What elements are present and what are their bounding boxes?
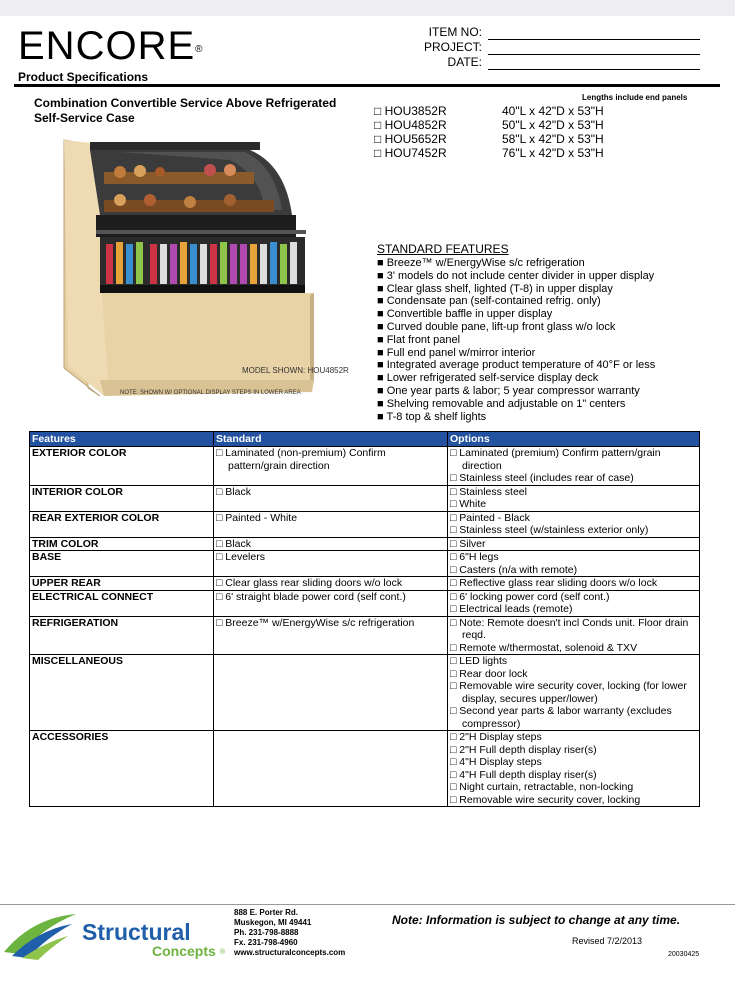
feature-name-cell: REFRIGERATION: [30, 616, 214, 655]
options-cell: [448, 616, 700, 655]
option-item[interactable]: □ Stainless steel: [450, 485, 527, 498]
standard-features-title: STANDARD FEATURES: [377, 242, 509, 256]
product-specifications-label: Product Specifications: [18, 70, 149, 84]
standard-cell: [214, 551, 448, 577]
options-cell: [448, 511, 700, 537]
feature-item: ■ T-8 top & shelf lights: [377, 410, 487, 423]
options-cell: [448, 537, 700, 551]
option-item[interactable]: □ Laminated (premium) Confirm pattern/grain direction: [450, 447, 661, 472]
feature-name-cell: INTERIOR COLOR: [30, 485, 214, 511]
feature-item: ■ Full end panel w/mirror interior: [377, 346, 536, 359]
logo-word-structural: Structural: [82, 919, 191, 945]
feature-name-cell: BASE: [30, 551, 214, 577]
date-field[interactable]: [488, 68, 700, 70]
standard-cell: [214, 731, 448, 807]
option-item[interactable]: □ Stainless steel (includes rear of case): [450, 472, 634, 484]
project-label: PROJECT:: [423, 40, 482, 54]
option-item[interactable]: □ Removable wire security cover, locking (for lower display, secures upper/lower): [450, 680, 687, 705]
feature-item: ■ Condensate pan (self-contained refrig. only): [377, 295, 601, 308]
feature-item: ■ Breeze™ w/EnergyWise s/c refrigeration: [377, 257, 585, 269]
option-item[interactable]: □ Casters (n/a with remote): [450, 563, 578, 576]
standard-item[interactable]: □ Black: [216, 485, 251, 498]
feature-item: ■ Flat front panel: [377, 333, 461, 346]
feature-item: ■ Clear glass shelf, lighted (T-8) in upper display: [377, 282, 613, 295]
option-item[interactable]: □ 4"H Display steps: [450, 756, 542, 768]
structural-concepts-logo: [2, 910, 230, 962]
features-table-body: [30, 447, 700, 807]
standard-item[interactable]: □ Breeze™ w/EnergyWise s/c refrigeration: [216, 616, 415, 629]
project-field[interactable]: [488, 53, 700, 55]
table-row: [30, 616, 700, 655]
table-row: [30, 655, 700, 731]
feature-name-cell: UPPER REAR: [30, 577, 214, 591]
features-table: [29, 431, 700, 807]
option-item[interactable]: □ 4"H Full depth display riser(s): [450, 768, 597, 781]
options-header: Options: [448, 432, 700, 447]
option-item[interactable]: □ Removable wire security cover, locking: [450, 793, 641, 806]
top-band: [0, 0, 735, 16]
table-row: [30, 447, 700, 486]
option-item[interactable]: □ LED lights: [450, 655, 508, 667]
table-row: [30, 537, 700, 551]
option-item[interactable]: □ 2"H Full depth display riser(s): [450, 743, 597, 756]
option-item[interactable]: □ Stainless steel (w/stainless exterior only): [450, 524, 649, 536]
feature-name-cell: MISCELLANEOUS: [30, 655, 214, 731]
options-cell: [448, 577, 700, 591]
standard-features-list: [377, 257, 655, 423]
feature-item: ■ Integrated average product temperature of 40°F or less: [377, 359, 656, 372]
feature-item: ■ 3' models do not include center divider in upper display: [377, 269, 655, 282]
standard-cell: [214, 447, 448, 486]
address-line: 888 E. Porter Rd.: [234, 908, 299, 917]
option-item[interactable]: □ Second year parts & labor warranty (excludes compressor): [450, 705, 672, 730]
table-row: [30, 485, 700, 511]
feature-item: ■ Curved double pane, lift-up front glass w/o lock: [377, 320, 616, 333]
features-header: Features: [30, 432, 214, 447]
feature-name-cell: TRIM COLOR: [30, 537, 214, 551]
item-no-field[interactable]: [488, 38, 700, 40]
table-row: [30, 551, 700, 577]
standard-item[interactable]: □ Painted - White: [216, 511, 298, 524]
option-item[interactable]: □ Remote w/thermostat, solenoid & TXV: [450, 641, 638, 654]
standard-cell: [214, 537, 448, 551]
standard-item[interactable]: □ Clear glass rear sliding doors w/o lock: [216, 577, 403, 589]
standard-item[interactable]: □ Levelers: [216, 551, 265, 563]
option-item[interactable]: □ Painted - Black: [450, 511, 530, 524]
feature-name-cell: ACCESSORIES: [30, 731, 214, 807]
feature-item: ■ One year parts & labor; 5 year compressor warranty: [377, 384, 640, 397]
option-item[interactable]: □ Silver: [450, 537, 486, 550]
options-cell: [448, 447, 700, 486]
option-item[interactable]: □ 2"H Display steps: [450, 731, 542, 743]
standard-cell: [214, 511, 448, 537]
item-no-label: ITEM NO:: [428, 25, 482, 39]
date-label: DATE:: [447, 55, 482, 69]
options-cell: [448, 731, 700, 807]
document-code: 20030425: [668, 951, 700, 958]
option-item[interactable]: □ Rear door lock: [450, 667, 528, 680]
option-item[interactable]: □ Electrical leads (remote): [450, 603, 573, 615]
address-line: Muskegon, MI 49441: [234, 918, 312, 927]
options-cell: [448, 551, 700, 577]
display-case-illustration: [60, 130, 320, 400]
option-item[interactable]: □ Note: Remote doesn't incl Conds unit. Floor drain reqd.: [450, 616, 689, 641]
logo-mark: ®: [220, 949, 226, 956]
standard-item[interactable]: □ Laminated (non-premium) Confirm pattern/grain direction: [216, 447, 386, 472]
lengths-note: Lengths include end panels: [582, 93, 688, 102]
standard-cell: [214, 485, 448, 511]
option-item[interactable]: □ 6"H legs: [450, 551, 499, 563]
standard-cell: [214, 590, 448, 616]
table-header-row: [30, 432, 700, 447]
feature-item: ■ Lower refrigerated self-service display deck: [377, 372, 599, 385]
header-rule: [14, 84, 720, 87]
standard-cell: [214, 577, 448, 591]
feature-name-cell: REAR EXTERIOR COLOR: [30, 511, 214, 537]
standard-cell: [214, 616, 448, 655]
standard-item[interactable]: □ 6' straight blade power cord (self cont.): [216, 590, 406, 603]
options-cell: [448, 485, 700, 511]
website-link[interactable]: www.structuralconcepts.com: [234, 948, 346, 957]
option-item[interactable]: □ White: [450, 498, 487, 510]
change-notice: Note: Information is subject to change at any time.: [392, 913, 681, 927]
standard-item[interactable]: □ Black: [216, 537, 251, 550]
fax-line: Fx. 231-798-4960: [234, 938, 298, 947]
feature-name-cell: ELECTRICAL CONNECT: [30, 590, 214, 616]
table-row: [30, 511, 700, 537]
table-row: [30, 731, 700, 807]
option-item[interactable]: □ Reflective glass rear sliding doors w/o lock: [450, 577, 658, 589]
phone-line: Ph. 231-798-8888: [234, 928, 299, 937]
footer-rule: [0, 904, 735, 905]
company-address: [234, 908, 345, 958]
options-cell: [448, 590, 700, 616]
standard-header: Standard: [214, 432, 448, 447]
image-note-caption: NOTE: SHOWN W/ OPTIONAL DISPLAY STEPS IN LOWER AREA: [120, 390, 301, 396]
options-cell: [448, 655, 700, 731]
feature-item: ■ Convertible baffle in upper display: [377, 308, 553, 321]
table-row: [30, 577, 700, 591]
option-item[interactable]: □ 6' locking power cord (self cont.): [450, 590, 610, 603]
model-shown-caption: MODEL SHOWN: HOU4852R: [242, 366, 349, 375]
logo-word-concepts: Concepts: [152, 943, 216, 959]
table-row: [30, 590, 700, 616]
option-item[interactable]: □ Night curtain, retractable, non-locking: [450, 781, 634, 793]
feature-name-cell: EXTERIOR COLOR: [30, 447, 214, 486]
feature-item: ■ Shelving removable and adjustable on 1" centers: [377, 397, 626, 410]
standard-cell: [214, 655, 448, 731]
encore-logo: ENCORE®: [18, 24, 204, 68]
product-title: Combination Convertible Service Above Refrigerated Self-Service Case: [34, 96, 337, 125]
revised-date: Revised 7/2/2013: [572, 936, 643, 946]
